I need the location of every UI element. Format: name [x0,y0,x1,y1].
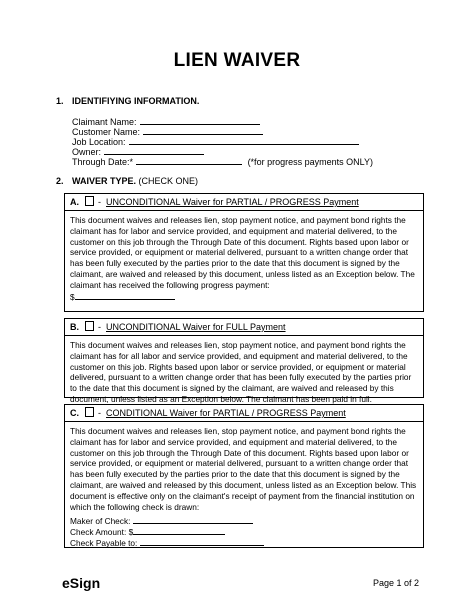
waiver-a-header [65,194,423,211]
field-label: Customer Name: [72,127,141,137]
check-amount-field[interactable] [70,526,225,537]
waiver-c-box [64,404,424,548]
waiver-b-label: UNCONDITIONAL Waiver for FULL Payment [106,322,286,332]
check-payable-field[interactable] [70,537,264,548]
field-label: Check Amount: $ [70,527,134,537]
field-label: Job Location: [72,137,126,147]
waiver-a-box [64,193,424,312]
field-label: Owner: [72,147,102,157]
waiver-b-body: This document waives and releases lien, stop payment notice, and payment bond rights the claimant has for all labor and service provided, and equipment and material delivered, to the customer on this job. Rights based upon labor or service provided, or equipment or material delivered, pursuant to a written change order that has been fully executed by the parties prior to the date that this document is signed by the claimant, are waived and released by this document, unless listed as an Exception below. The claimant has been paid in full. [70,340,412,404]
waiver-b-header [65,319,423,336]
dollar-sign: $ [70,292,75,302]
section-subtitle: (CHECK ONE) [138,176,199,186]
through-date-note: (*for progress payments ONLY) [247,157,373,167]
section-title: IDENTIFIYING INFORMATION. [72,96,200,106]
through-date-field[interactable] [72,156,373,167]
field-label: Check Payable to: [70,538,138,548]
waiver-b-checkbox[interactable] [85,321,94,331]
field-label: Through Date:* [72,157,134,167]
progress-payment-field[interactable] [70,291,175,302]
maker-of-check-field[interactable] [70,515,253,526]
check-payable-line[interactable] [140,537,264,546]
waiver-letter: C. [70,408,79,418]
job-location-line[interactable] [129,136,359,145]
waiver-letter: B. [70,322,79,332]
waiver-dash: - [98,322,101,332]
maker-of-check-line[interactable] [133,515,253,524]
through-date-line[interactable] [136,156,242,165]
waiver-c-label: CONDITIONAL Waiver for PARTIAL / PROGRESS Payment [106,408,346,418]
waiver-a-label: UNCONDITIONAL Waiver for PARTIAL / PROGRESS Payment [106,197,359,207]
section-title: WAIVER TYPE. [72,176,137,186]
check-amount-line[interactable] [133,526,225,535]
document-title: LIEN WAIVER [173,50,301,71]
section-2-heading [56,176,198,186]
esign-logo: eSign [62,575,101,591]
customer-name-line[interactable] [143,126,263,135]
claimant-name-line[interactable] [140,116,260,125]
payment-amount-line[interactable] [75,291,175,300]
waiver-dash: - [98,408,101,418]
field-label: Maker of Check: [70,516,131,526]
owner-line[interactable] [104,146,204,155]
section-number: 2. [56,176,64,186]
section-number: 1. [56,96,64,106]
waiver-b-box [64,318,424,404]
waiver-a-checkbox[interactable] [85,196,94,206]
field-label: Claimant Name: [72,117,137,127]
waiver-c-body: This document waives and releases lien, stop payment notice, and payment bond rights the claimant has for labor and service provided, and equipment and material delivered, to the customer on this job through the Through Date of this document. Rights based upon labor or service provided, or equipment or material delivered, pursuant to a written change order that has been fully executed by the parties prior to the date that this document is signed by the claimant, are waived and released by this document, unless listed as an Exception below. This document is effective only on the claimant's receipt of payment from the financial institution on which the following check is drawn: [70,426,417,512]
waiver-a-body: This document waives and releases lien, stop payment notice, and payment bond rights the claimant has for labor and service provided, and equipment and material delivered, to the customer on this job through the Through Date of this document. Rights based upon labor or service provided, or equipment or material delivered, pursuant to a written change order that has been fully executed by the parties prior to the date that this document is signed by the claimant, are waived and released by this document, unless listed as an Exception below. The claimant has received the following progress payment: [70,215,415,290]
waiver-c-checkbox[interactable] [85,407,94,417]
waiver-dash: - [98,197,101,207]
section-1-heading [56,96,199,106]
page-number: Page 1 of 2 [373,578,420,588]
waiver-letter: A. [70,197,79,207]
waiver-c-header [65,405,423,422]
